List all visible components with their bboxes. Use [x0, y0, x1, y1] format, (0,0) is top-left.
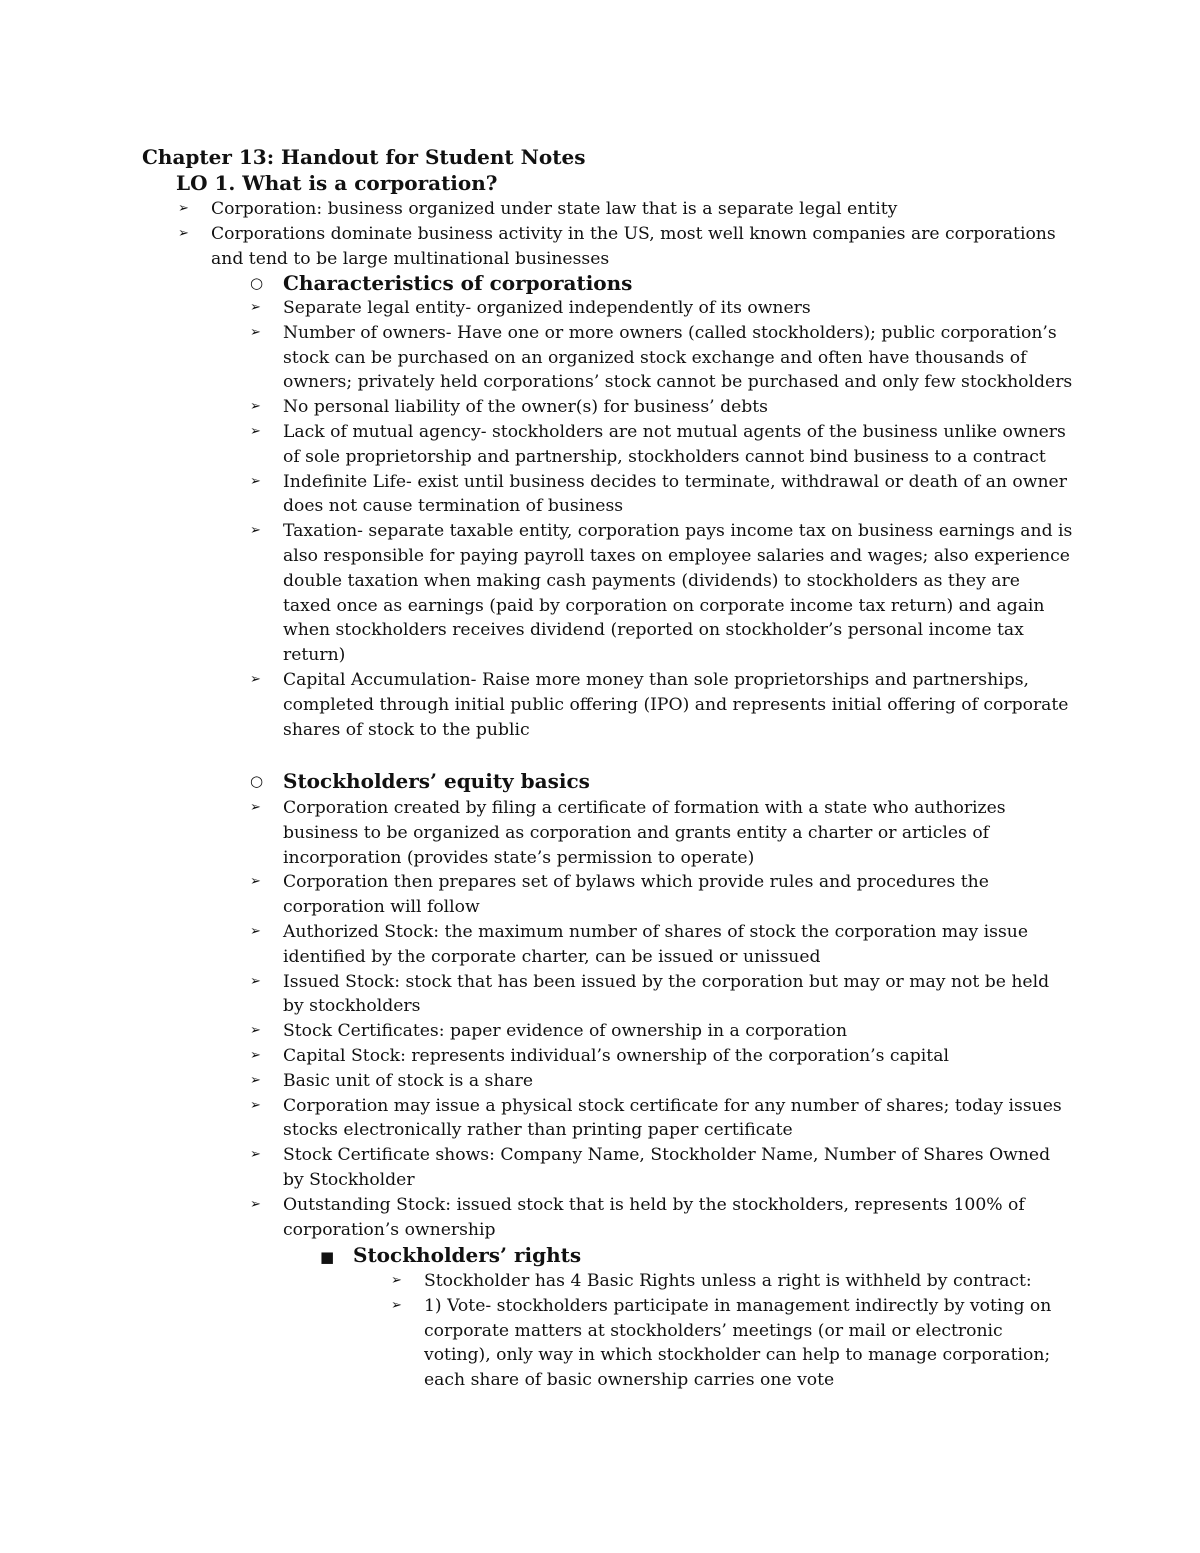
- arrow-bullet-icon: ➢: [250, 923, 261, 939]
- list-item: [250, 1044, 1073, 1069]
- circle-bullet-icon: ○: [250, 772, 264, 790]
- list-item-text: Corporation created by filing a certificate of formation with a state who authorizes business to be organized as corporation and grants entity a charter or articles of incorporation (provides state’s permission to operate): [283, 798, 1006, 868]
- list-item: [391, 1294, 1064, 1393]
- list-item: [250, 1069, 1073, 1094]
- square-bullet-icon: ■: [320, 1248, 335, 1266]
- arrow-bullet-icon: ➢: [250, 324, 261, 340]
- list-item-text: Indefinite Life- exist until business decides to terminate, withdrawal or death of an owner does not cause termination of business: [283, 471, 1067, 517]
- list-item-text: Stock Certificate shows: Company Name, Stockholder Name, Number of Shares Owned by Stockholder: [283, 1145, 1051, 1190]
- list-item-text: Separate legal entity- organized independently of its owners: [283, 298, 811, 318]
- arrow-bullet-icon: ➢: [250, 1072, 261, 1088]
- list-item-text: Number of owners- Have one or more owners (called stockholders); public corporation’s stock can be purchased on an organized stock exchange and often have thousands of owners; privately held corporations’ stock cannot be purchased and only few stockholders: [283, 322, 1073, 393]
- arrow-bullet-icon: ➢: [391, 1297, 402, 1313]
- lo1-list: [178, 197, 1071, 271]
- list-item: [250, 321, 1073, 395]
- list-item-text: Corporation then prepares set of bylaws which provide rules and procedures the corporation will follow: [283, 872, 989, 918]
- rights-list: [391, 1269, 1064, 1393]
- list-item-text: Corporation: business organized under state law that is a separate legal entity: [211, 199, 898, 219]
- list-item: [250, 870, 1073, 920]
- list-item-text: Basic unit of stock is a share: [283, 1070, 534, 1091]
- list-item-text: No personal liability of the owner(s) for business’ debts: [283, 397, 768, 418]
- list-item-text: Stockholder has 4 Basic Rights unless a right is withheld by contract:: [424, 1271, 1032, 1291]
- list-item: [250, 470, 1073, 520]
- list-item-text: 1) Vote- stockholders participate in management indirectly by voting on corporate matters at stockholders’ meetings (or mail or electronic voting), only way in which stockholder can help to manage corporation; each share of basic ownership carries one vote: [424, 1295, 1052, 1391]
- list-item: [250, 668, 1073, 742]
- arrow-bullet-icon: ➢: [250, 874, 261, 890]
- page-title: Chapter 13: Handout for Student Notes: [142, 145, 586, 169]
- arrow-bullet-icon: ➢: [250, 1023, 261, 1039]
- lo1-heading: LO 1. What is a corporation?: [176, 171, 498, 195]
- list-item-text: Outstanding Stock: issued stock that is held by the stockholders, represents 100% of corporation’s ownership: [283, 1194, 1025, 1240]
- list-item: [178, 197, 1071, 222]
- list-item: [250, 395, 1073, 420]
- list-item-text: Issued Stock: stock that has been issued by the corporation but may or may not be held by stockholders: [283, 971, 1050, 1017]
- list-item-text: Capital Accumulation- Raise more money than sole proprietorships and partnerships, completed through initial public offering (IPO) and represents initial offering of corporate shares of stock to the public: [283, 669, 1069, 740]
- arrow-bullet-icon: ➢: [250, 1147, 261, 1163]
- list-item: [250, 1094, 1073, 1144]
- rights-heading: [320, 1243, 1053, 1268]
- list-item: [250, 1193, 1073, 1243]
- list-item: [391, 1269, 1064, 1294]
- list-item: [250, 796, 1073, 870]
- circle-bullet-icon: ○: [250, 274, 264, 292]
- list-item: [250, 970, 1073, 1020]
- list-item-text: Corporation may issue a physical stock certificate for any number of shares; today issues stocks electronically rather than printing paper certificate: [283, 1095, 1062, 1141]
- list-item: [250, 1019, 1073, 1044]
- list-item: [178, 222, 1071, 272]
- arrow-bullet-icon: ➢: [250, 300, 261, 315]
- list-item-text: Corporations dominate business activity in the US, most well known companies are corporations and tend to be large multinational businesses: [211, 223, 1056, 269]
- arrow-bullet-icon: ➢: [250, 1097, 261, 1113]
- list-item: [250, 296, 1073, 321]
- arrow-bullet-icon: ➢: [250, 473, 261, 489]
- list-item-text: Capital Stock: represents individual’s ownership of the corporation’s capital: [283, 1045, 949, 1066]
- arrow-bullet-icon: ➢: [391, 1273, 402, 1288]
- section-heading-text: Stockholders’ equity basics: [283, 769, 590, 793]
- list-item: [250, 1143, 1073, 1193]
- list-item-text: Authorized Stock: the maximum number of shares of stock the corporation may issue identified by the corporate charter, can be issued or unissued: [283, 921, 1029, 967]
- arrow-bullet-icon: ➢: [250, 800, 261, 815]
- list-item: [250, 519, 1073, 668]
- arrow-bullet-icon: ➢: [250, 399, 261, 415]
- arrow-bullet-icon: ➢: [250, 1047, 261, 1063]
- equity-basics-heading: [250, 769, 1083, 794]
- arrow-bullet-icon: ➢: [178, 225, 189, 241]
- list-item-text: Stock Certificates: paper evidence of ownership in a corporation: [283, 1021, 848, 1042]
- characteristics-heading: [250, 271, 1083, 296]
- characteristics-list: [250, 296, 1073, 742]
- arrow-bullet-icon: ➢: [178, 201, 189, 216]
- section-heading-text: Characteristics of corporations: [283, 271, 633, 295]
- section-heading-text: Stockholders’ rights: [353, 1243, 582, 1267]
- arrow-bullet-icon: ➢: [250, 671, 261, 687]
- list-item: [250, 920, 1073, 970]
- list-item: [250, 420, 1073, 470]
- arrow-bullet-icon: ➢: [250, 973, 261, 989]
- list-item-text: Lack of mutual agency- stockholders are not mutual agents of the business unlike owners of sole proprietorship and partnership, stockholders cannot bind business to a contract: [283, 421, 1066, 467]
- arrow-bullet-icon: ➢: [250, 1196, 261, 1212]
- arrow-bullet-icon: ➢: [250, 523, 261, 539]
- list-item-text: Taxation- separate taxable entity, corporation pays income tax on business earnings and is also responsible for paying payroll taxes on employee salaries and wages; also experience double taxation when making cash payments (dividends) to stockholders as they are taxed once as earnings (paid by corporation on corporate income tax return) and again when stockholders receives dividend (reported on stockholder’s personal income tax return): [283, 521, 1073, 666]
- equity-basics-list: [250, 796, 1073, 1242]
- arrow-bullet-icon: ➢: [250, 423, 261, 439]
